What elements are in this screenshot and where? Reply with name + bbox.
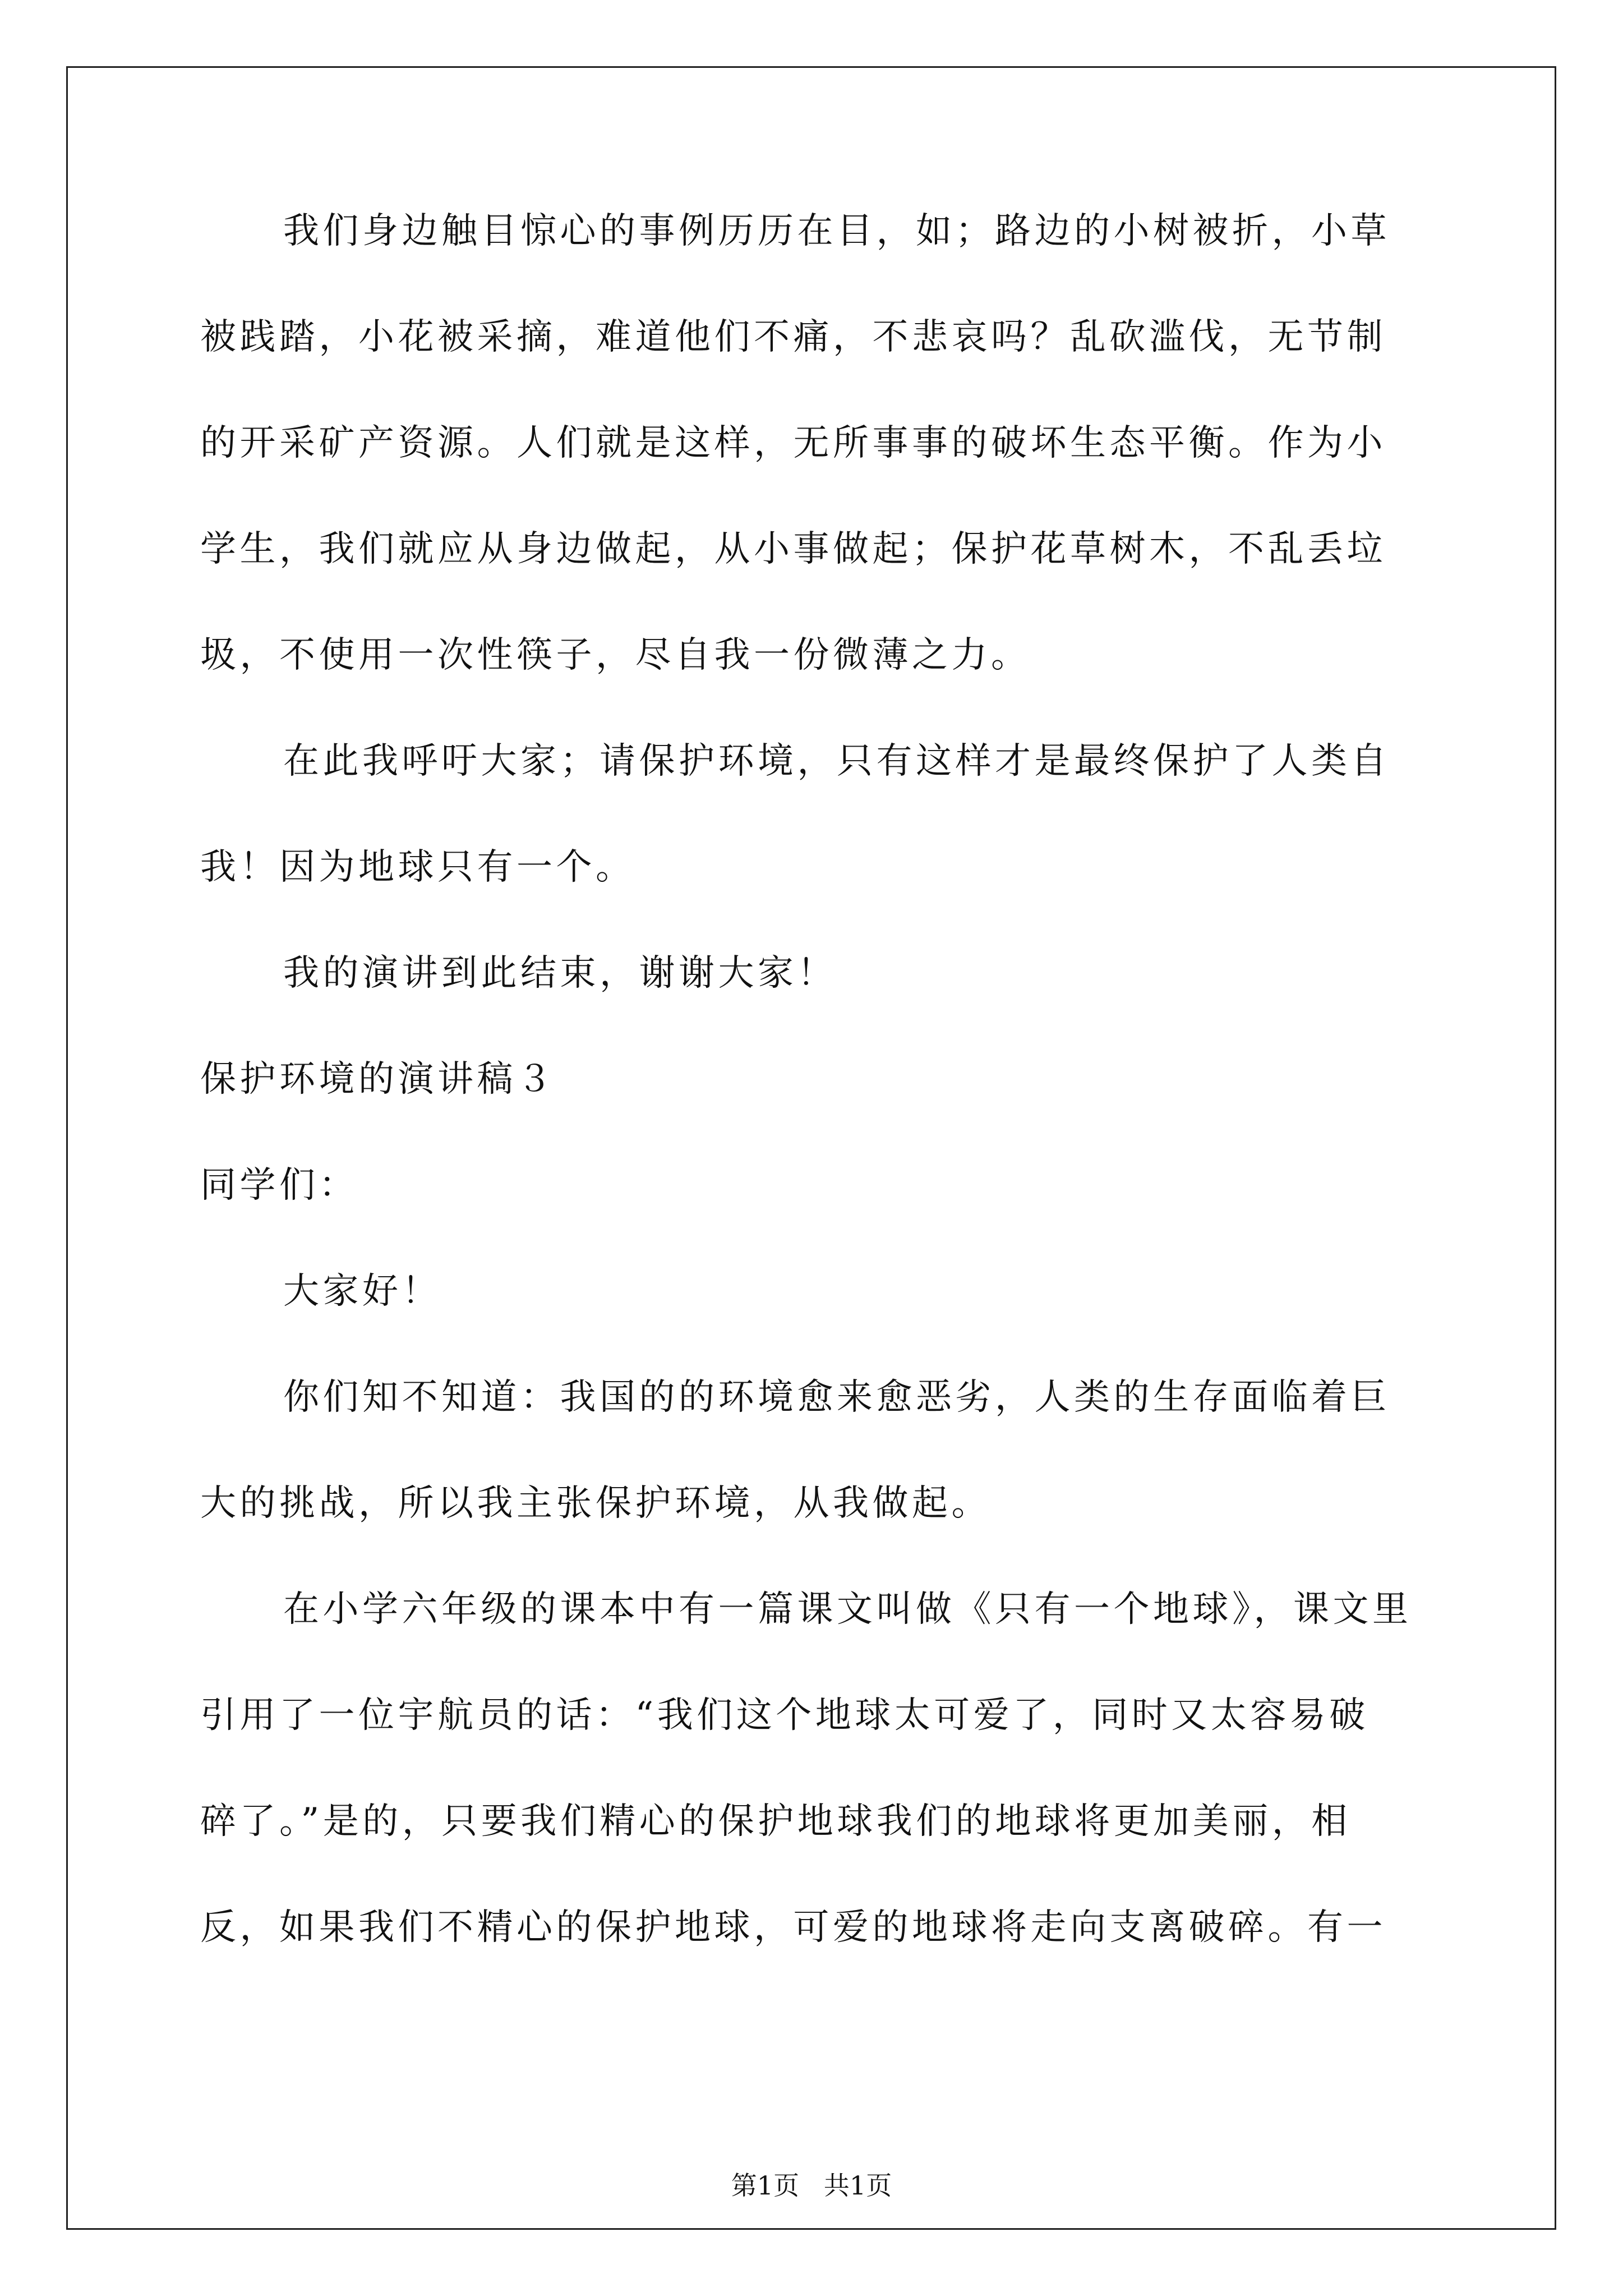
paragraph-line: 我的演讲到此结束，谢谢大家！ bbox=[283, 953, 837, 994]
paragraph-line: 圾，不使用一次性筷子，尽自我一份微薄之力。 bbox=[200, 634, 1031, 676]
paragraph-line: 我们身边触目惊心的事例历历在目，如；路边的小树被折，小草 bbox=[283, 210, 1390, 252]
salutation: 同学们： bbox=[200, 1165, 358, 1206]
paragraph-line: 碎了。”是的，只要我们精心的保护地球我们的地球将更加美丽，相 bbox=[200, 1801, 1351, 1842]
paragraph-line: 的开采矿产资源。人们就是这样，无所事事的破坏生态平衡。作为小 bbox=[200, 422, 1386, 464]
paragraph-line: 你们知不知道：我国的的环境愈来愈恶劣，人类的生存面临着巨 bbox=[283, 1377, 1390, 1418]
greeting: 大家好！ bbox=[283, 1271, 441, 1312]
paragraph-line: 大的挑战，所以我主张保护环境，从我做起。 bbox=[200, 1483, 991, 1524]
paragraph-line: 被践踏，小花被采摘，难道他们不痛，不悲哀吗？乱砍滥伐，无节制 bbox=[200, 316, 1386, 358]
page-footer: 第1页 共1页 bbox=[731, 2170, 892, 2201]
paragraph-line: 我！因为地球只有一个。 bbox=[200, 846, 635, 888]
paragraph-line: 学生，我们就应从身边做起，从小事做起；保护花草树木，不乱丢垃 bbox=[200, 528, 1386, 570]
paragraph-line: 引用了一位宇航员的话：“我们这个地球太可爱了，同时又太容易破 bbox=[200, 1695, 1369, 1736]
section-heading: 保护环境的演讲稿３ bbox=[200, 1059, 556, 1100]
paragraph-line: 在此我呼吁大家；请保护环境，只有这样才是最终保护了人类自 bbox=[283, 740, 1390, 782]
paragraph-line: 反，如果我们不精心的保护地球，可爱的地球将走向支离破碎。有一 bbox=[200, 1907, 1386, 1948]
paragraph-line: 在小学六年级的课本中有一篇课文叫做《只有一个地球》，课文里 bbox=[283, 1589, 1412, 1630]
